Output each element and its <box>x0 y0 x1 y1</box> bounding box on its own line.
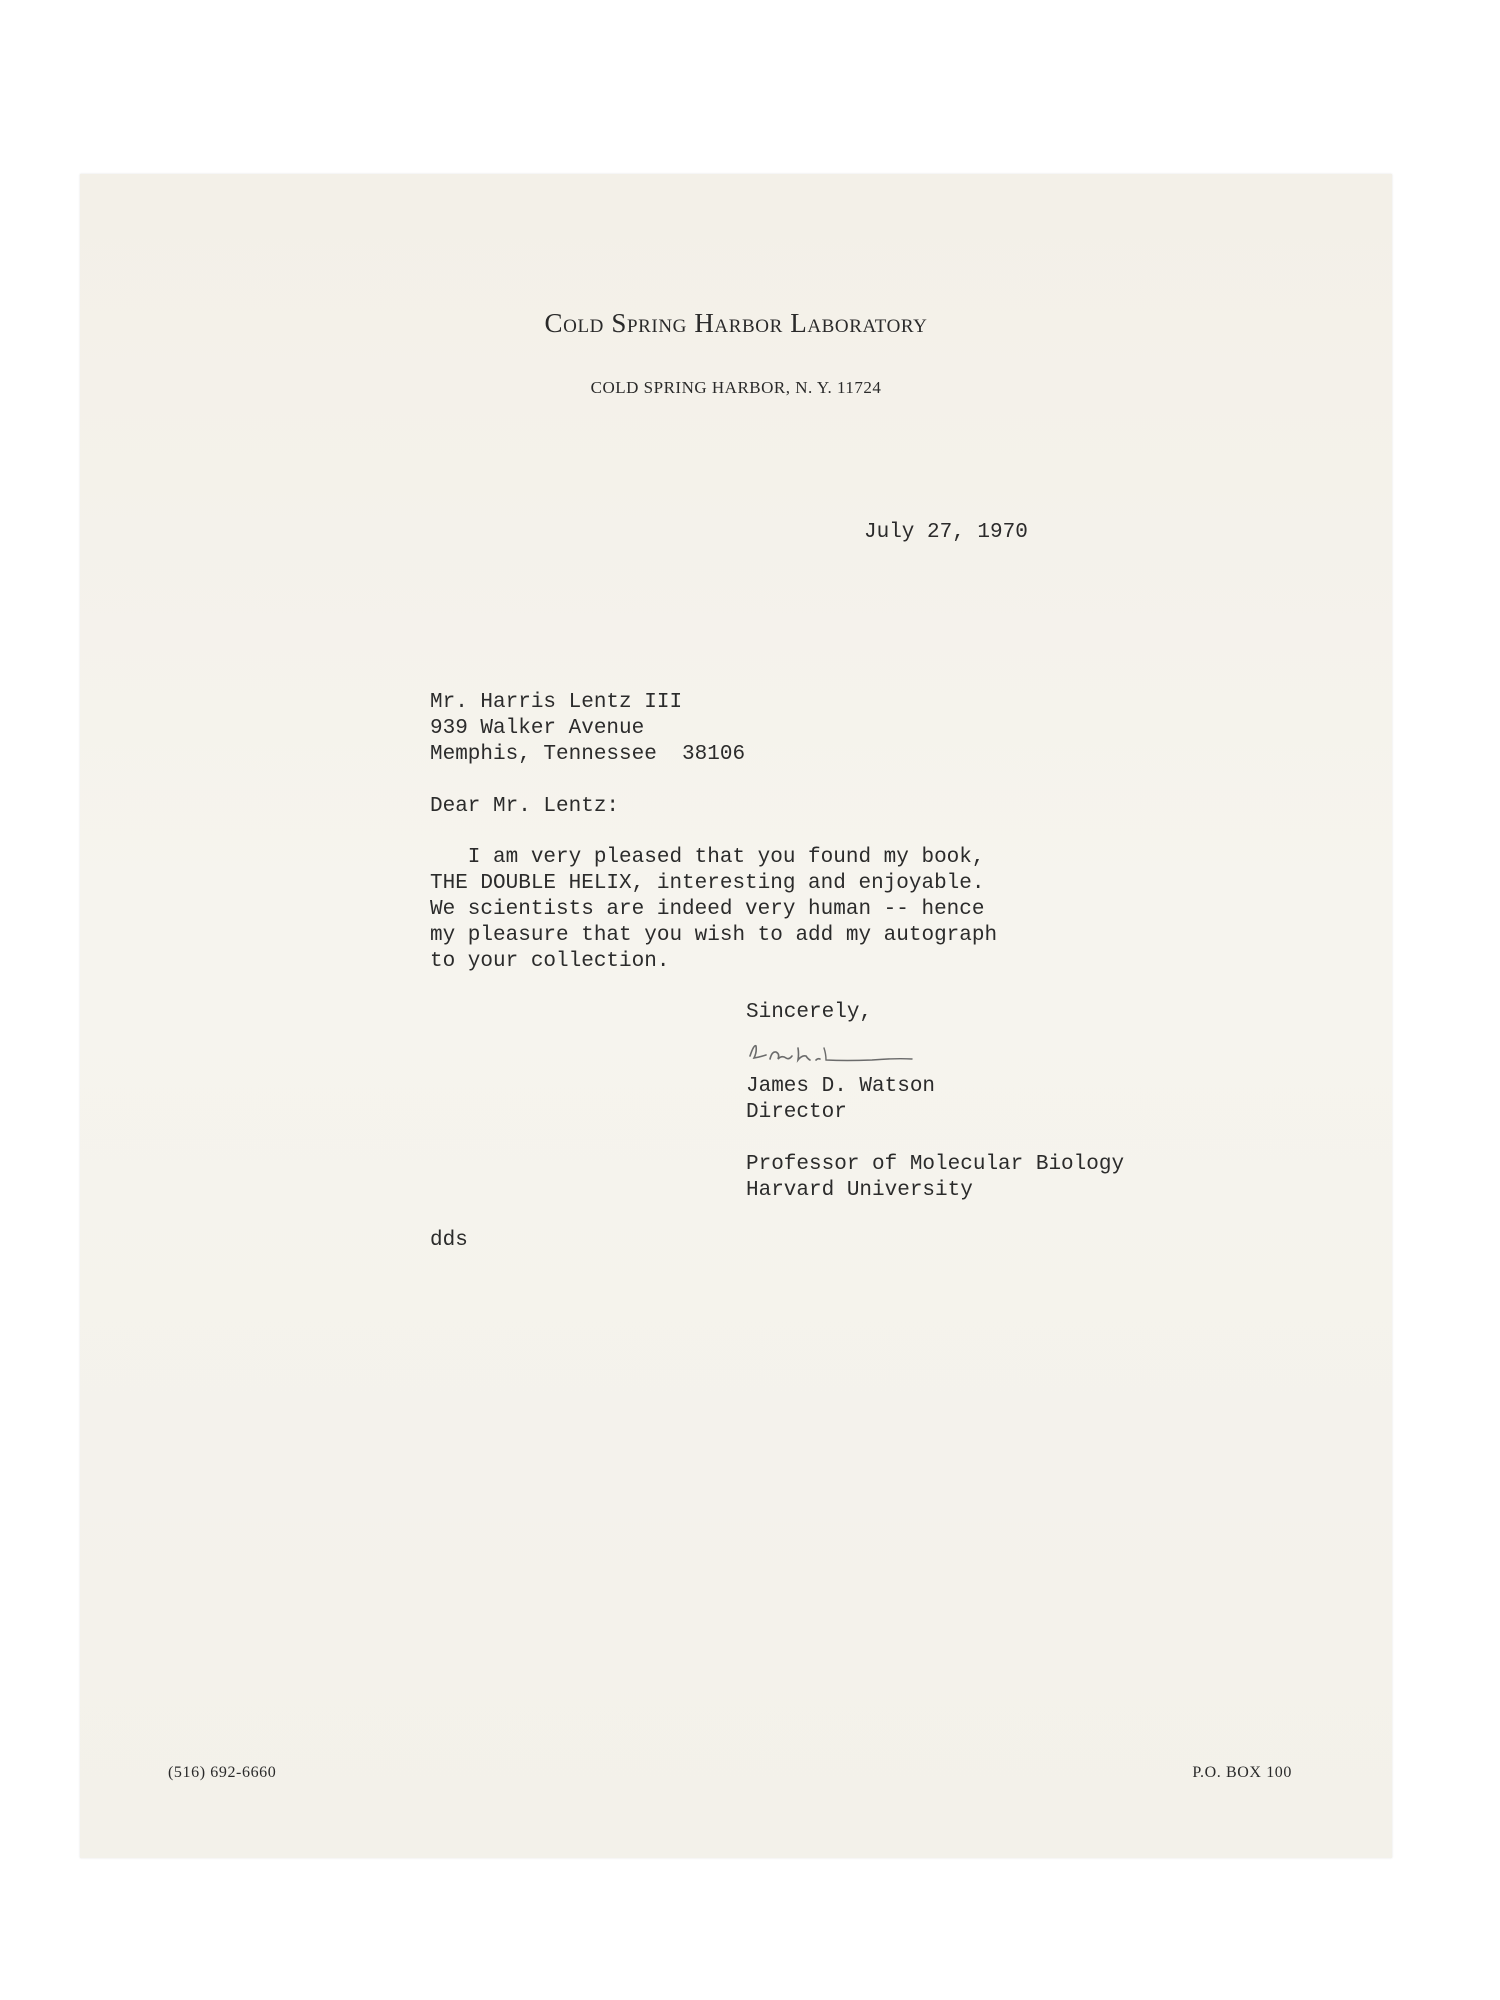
letterhead-address: COLD SPRING HARBOR, N. Y. 11724 <box>590 378 882 397</box>
letterhead-organization: Cold Spring Harbor Laboratory <box>544 308 928 338</box>
signer-university: Harvard University <box>746 1179 973 1202</box>
handwritten-signature <box>746 1038 916 1068</box>
signer-name: James D. Watson <box>746 1075 936 1098</box>
closing: Sincerely, <box>746 1001 873 1024</box>
body-line: to your collection. <box>430 950 670 973</box>
body-line: We scientists are indeed very human -- hence <box>430 898 985 921</box>
body-line: I am very pleased that you found my book, <box>430 846 985 869</box>
salutation: Dear Mr. Lentz: <box>430 795 620 818</box>
footer-phone: (516) 692-6660 <box>168 1764 277 1781</box>
letter-sheet <box>80 174 1392 1858</box>
body-line: THE DOUBLE HELIX, interesting and enjoyable. <box>430 872 985 895</box>
recipient-street: 939 Walker Avenue <box>430 717 645 740</box>
signer-title: Director <box>746 1101 847 1124</box>
recipient-name: Mr. Harris Lentz III <box>430 691 683 714</box>
footer-po-box: P.O. BOX 100 <box>1192 1764 1292 1781</box>
typist-initials: dds <box>430 1229 468 1252</box>
body-line: my pleasure that you wish to add my autograph <box>430 924 998 947</box>
letter-date: July 27, 1970 <box>864 521 1028 544</box>
signer-professorship: Professor of Molecular Biology <box>746 1153 1125 1176</box>
recipient-city: Memphis, Tennessee 38106 <box>430 743 746 766</box>
